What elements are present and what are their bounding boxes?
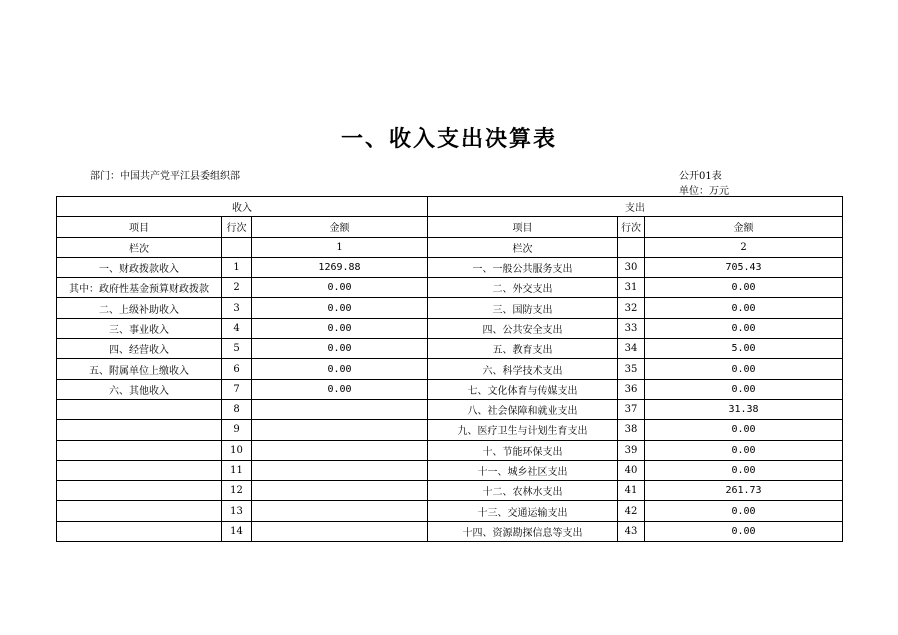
income-item-cell — [57, 399, 222, 419]
expense-item-cell: 八、社会保障和就业支出 — [428, 399, 618, 419]
income-item-cell: 五、附属单位上缴收入 — [57, 359, 222, 379]
expense-line-cell: 33 — [618, 318, 645, 338]
income-amount-cell — [252, 460, 428, 480]
table-row — [57, 521, 843, 541]
income-line-cell: 14 — [222, 521, 252, 541]
expense-amount-cell: 0.00 — [645, 521, 843, 541]
expense-amount-cell: 0.00 — [645, 298, 843, 318]
expense-item-cell: 十一、城乡社区支出 — [428, 460, 618, 480]
table-row — [57, 318, 843, 338]
expense-line-cell: 36 — [618, 379, 645, 399]
income-amount-cell: 0.00 — [252, 339, 428, 359]
income-lanci-blank — [222, 237, 252, 257]
expense-line-cell: 34 — [618, 339, 645, 359]
expense-lanci-value: 2 — [645, 237, 843, 257]
income-item-cell — [57, 501, 222, 521]
expense-amount-cell: 0.00 — [645, 501, 843, 521]
expense-item-cell: 一、一般公共服务支出 — [428, 257, 618, 277]
table-row — [57, 278, 843, 298]
table-row — [57, 420, 843, 440]
expense-amount-cell: 0.00 — [645, 278, 843, 298]
income-item-cell: 三、事业收入 — [57, 318, 222, 338]
expense-amount-cell: 0.00 — [645, 379, 843, 399]
income-line-cell: 10 — [222, 440, 252, 460]
income-amount-cell — [252, 481, 428, 501]
table-row — [57, 298, 843, 318]
expense-amount-cell: 261.73 — [645, 481, 843, 501]
income-amount-cell — [252, 440, 428, 460]
expense-item-cell: 十三、交通运输支出 — [428, 501, 618, 521]
income-item-cell — [57, 460, 222, 480]
expense-lanci-label: 栏次 — [428, 237, 618, 257]
expense-line-cell: 32 — [618, 298, 645, 318]
section-header-row — [57, 197, 843, 217]
expense-amount-cell: 0.00 — [645, 318, 843, 338]
income-line-cell: 13 — [222, 501, 252, 521]
expense-amount-cell: 0.00 — [645, 359, 843, 379]
income-amount-header: 金额 — [252, 217, 428, 237]
income-section-header: 收入 — [57, 197, 428, 217]
expense-item-cell: 五、教育支出 — [428, 339, 618, 359]
page-title: 一、收入支出决算表 — [340, 127, 557, 152]
income-line-header: 行次 — [222, 217, 252, 237]
expense-line-cell: 40 — [618, 460, 645, 480]
income-line-cell: 5 — [222, 339, 252, 359]
column-header-row — [57, 217, 843, 237]
department-label: 部门：中国共产党平江县委组织部 — [90, 171, 240, 182]
income-item-cell: 二、上级补助收入 — [57, 298, 222, 318]
expense-line-cell: 31 — [618, 278, 645, 298]
income-line-cell: 11 — [222, 460, 252, 480]
income-amount-cell: 0.00 — [252, 278, 428, 298]
table-row — [57, 257, 843, 277]
table-row — [57, 440, 843, 460]
expense-item-cell: 六、科学技术支出 — [428, 359, 618, 379]
income-line-cell: 6 — [222, 359, 252, 379]
expense-section-header: 支出 — [428, 197, 843, 217]
table-row — [57, 379, 843, 399]
expense-item-cell: 三、国防支出 — [428, 298, 618, 318]
table-row — [57, 501, 843, 521]
lanci-row — [57, 237, 843, 257]
income-expense-table — [56, 196, 843, 542]
income-item-cell: 一、财政拨款收入 — [57, 257, 222, 277]
table-row — [57, 399, 843, 419]
expense-amount-cell: 705.43 — [645, 257, 843, 277]
expense-line-cell: 30 — [618, 257, 645, 277]
table-row — [57, 359, 843, 379]
expense-amount-cell: 5.00 — [645, 339, 843, 359]
expense-amount-cell: 0.00 — [645, 460, 843, 480]
expense-item-cell: 四、公共安全支出 — [428, 318, 618, 338]
expense-item-cell: 十二、农林水支出 — [428, 481, 618, 501]
unit-label: 单位：万元 — [679, 186, 729, 197]
income-line-cell: 8 — [222, 399, 252, 419]
expense-item-cell: 九、医疗卫生与计划生育支出 — [428, 420, 618, 440]
expense-line-cell: 42 — [618, 501, 645, 521]
income-amount-cell — [252, 420, 428, 440]
income-item-cell — [57, 481, 222, 501]
income-item-cell — [57, 521, 222, 541]
table-row — [57, 339, 843, 359]
expense-item-header: 项目 — [428, 217, 618, 237]
expense-line-cell: 41 — [618, 481, 645, 501]
expense-amount-cell: 31.38 — [645, 399, 843, 419]
expense-item-cell: 十四、资源勘探信息等支出 — [428, 521, 618, 541]
income-item-header: 项目 — [57, 217, 222, 237]
expense-line-header: 行次 — [618, 217, 645, 237]
table-row — [57, 481, 843, 501]
income-line-cell: 4 — [222, 318, 252, 338]
income-amount-cell: 0.00 — [252, 379, 428, 399]
table-row — [57, 460, 843, 480]
income-line-cell: 3 — [222, 298, 252, 318]
income-amount-cell: 0.00 — [252, 318, 428, 338]
form-number: 公开01表 — [679, 171, 722, 182]
income-amount-cell: 0.00 — [252, 298, 428, 318]
expense-amount-header: 金额 — [645, 217, 843, 237]
expense-amount-cell: 0.00 — [645, 420, 843, 440]
income-lanci-label: 栏次 — [57, 237, 222, 257]
expense-item-cell: 七、文化体育与传媒支出 — [428, 379, 618, 399]
income-item-cell — [57, 420, 222, 440]
expense-item-cell: 二、外交支出 — [428, 278, 618, 298]
income-amount-cell: 0.00 — [252, 359, 428, 379]
income-item-cell: 六、其他收入 — [57, 379, 222, 399]
income-item-cell: 四、经营收入 — [57, 339, 222, 359]
income-lanci-value: 1 — [252, 237, 428, 257]
income-line-cell: 9 — [222, 420, 252, 440]
income-amount-cell — [252, 399, 428, 419]
income-amount-cell: 1269.88 — [252, 257, 428, 277]
expense-line-cell: 39 — [618, 440, 645, 460]
income-line-cell: 7 — [222, 379, 252, 399]
income-line-cell: 1 — [222, 257, 252, 277]
expense-line-cell: 38 — [618, 420, 645, 440]
expense-line-cell: 35 — [618, 359, 645, 379]
expense-lanci-blank — [618, 237, 645, 257]
expense-item-cell: 十、节能环保支出 — [428, 440, 618, 460]
income-amount-cell — [252, 501, 428, 521]
income-item-cell — [57, 440, 222, 460]
income-amount-cell — [252, 521, 428, 541]
expense-amount-cell: 0.00 — [645, 440, 843, 460]
expense-line-cell: 37 — [618, 399, 645, 419]
income-line-cell: 2 — [222, 278, 252, 298]
expense-line-cell: 43 — [618, 521, 645, 541]
income-item-cell: 其中：政府性基金预算财政拨款 — [57, 278, 222, 298]
income-line-cell: 12 — [222, 481, 252, 501]
